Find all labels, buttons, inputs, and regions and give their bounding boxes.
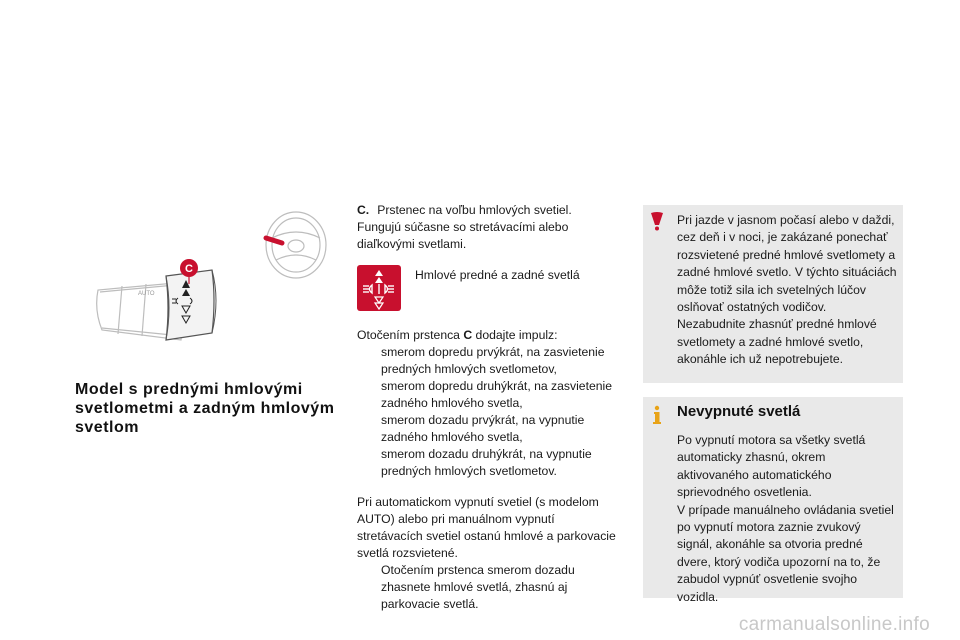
fog-lights-row <box>357 265 622 311</box>
list-item <box>357 446 622 480</box>
info-title: Nevypnuté svetlá <box>677 403 801 420</box>
list-item-text: smerom dopredu druhýkrát, na zasvietenie zadného hmlového svetla, <box>381 379 613 410</box>
list-item-text: Otočením prstenca smerom dozadu zhasnete hmlové svetlá, zhasnú aj parkovacie svetlá. <box>381 563 575 611</box>
warning-text-1: Pri jazde v jasnom počasí alebo v daždi, cez deň i v noci, je zakázané ponechať rozsvietené predné hmlové svetlomety a zadné hmlové svetlo. V týchto situáciách môže totiž sila ich svetelných lúčov oslňovať ostatných vodičov. <box>677 213 897 315</box>
exclamation-icon <box>648 211 666 231</box>
c-text: Prstenec na voľbu hmlových svetiel. <box>377 203 572 217</box>
watermark: carmanualsonline.info <box>738 614 930 635</box>
list-item <box>357 412 622 446</box>
list-item <box>357 562 622 613</box>
auto-list <box>357 562 622 613</box>
c-text-continued: Fungujú súčasne so stretávacími alebo diaľkovými svetlami. <box>357 220 569 251</box>
front-rear-fog-lights-icon <box>357 265 401 311</box>
warning-text-2: Nezabudnite zhasnúť predné hmlové svetlomety a zadné hmlové svetlo, akonáhle ich už nepotrebujete. <box>677 317 877 367</box>
lighting-stalk-illustration <box>86 200 346 370</box>
fog-lights-label: Hmlové predné a zadné svetlá <box>415 268 580 282</box>
intro-bold: C <box>463 328 473 342</box>
info-box <box>643 397 903 604</box>
stalk-drawing <box>86 200 346 370</box>
auto-paragraph: Pri automatickom vypnutí svetiel (s modelom AUTO) alebo pri manuálnom vypnutí stretávacích svetiel ostanú hmlové a parkovacie svetlá rozsvietené. <box>357 495 616 560</box>
intro-paragraph <box>357 327 622 344</box>
list-item-text: smerom dozadu prvýkrát, na vypnutie zadného hmlového svetla, <box>381 413 585 444</box>
c-label: C. <box>357 203 370 217</box>
info-text-2: V prípade manuálneho ovládania svetiel po vypnutí motora zaznie zvukový signál, akonáhle sa otvoria predné dvere, ktorý vodiča upozorní na to, že zabudol vypnúť osvetlenie svojho vozidla. <box>677 502 894 604</box>
intro-suffix: dodajte impulz: <box>472 328 558 342</box>
warning-box <box>643 205 903 383</box>
list-item <box>357 344 622 378</box>
warning-text <box>677 212 899 369</box>
main-column <box>357 202 622 613</box>
list-item-text: smerom dozadu druhýkrát, na vypnutie predných hmlových svetlometov. <box>381 447 592 478</box>
info-text <box>677 432 899 606</box>
stalk-highlight <box>266 238 282 243</box>
list-item-text: smerom dopredu prvýkrát, na zasvietenie predných hmlových svetlometov, <box>381 345 605 376</box>
c-definition <box>357 202 622 219</box>
list-item <box>357 378 622 412</box>
intro-prefix: Otočením prstenca <box>357 328 464 342</box>
callout-c-letter: C <box>185 263 193 275</box>
section-title: Model s prednými hmlovými svetlometmi a zadným hmlovým svetlom <box>75 381 335 436</box>
impulse-list <box>357 344 622 480</box>
info-text-1: Po vypnutí motora sa všetky svetlá automaticky zhasnú, okrem aktivovaného automatického sprievodného osvetlenia. <box>677 433 866 500</box>
stalk-auto-label: AUTO <box>138 291 155 297</box>
info-icon <box>648 405 666 425</box>
